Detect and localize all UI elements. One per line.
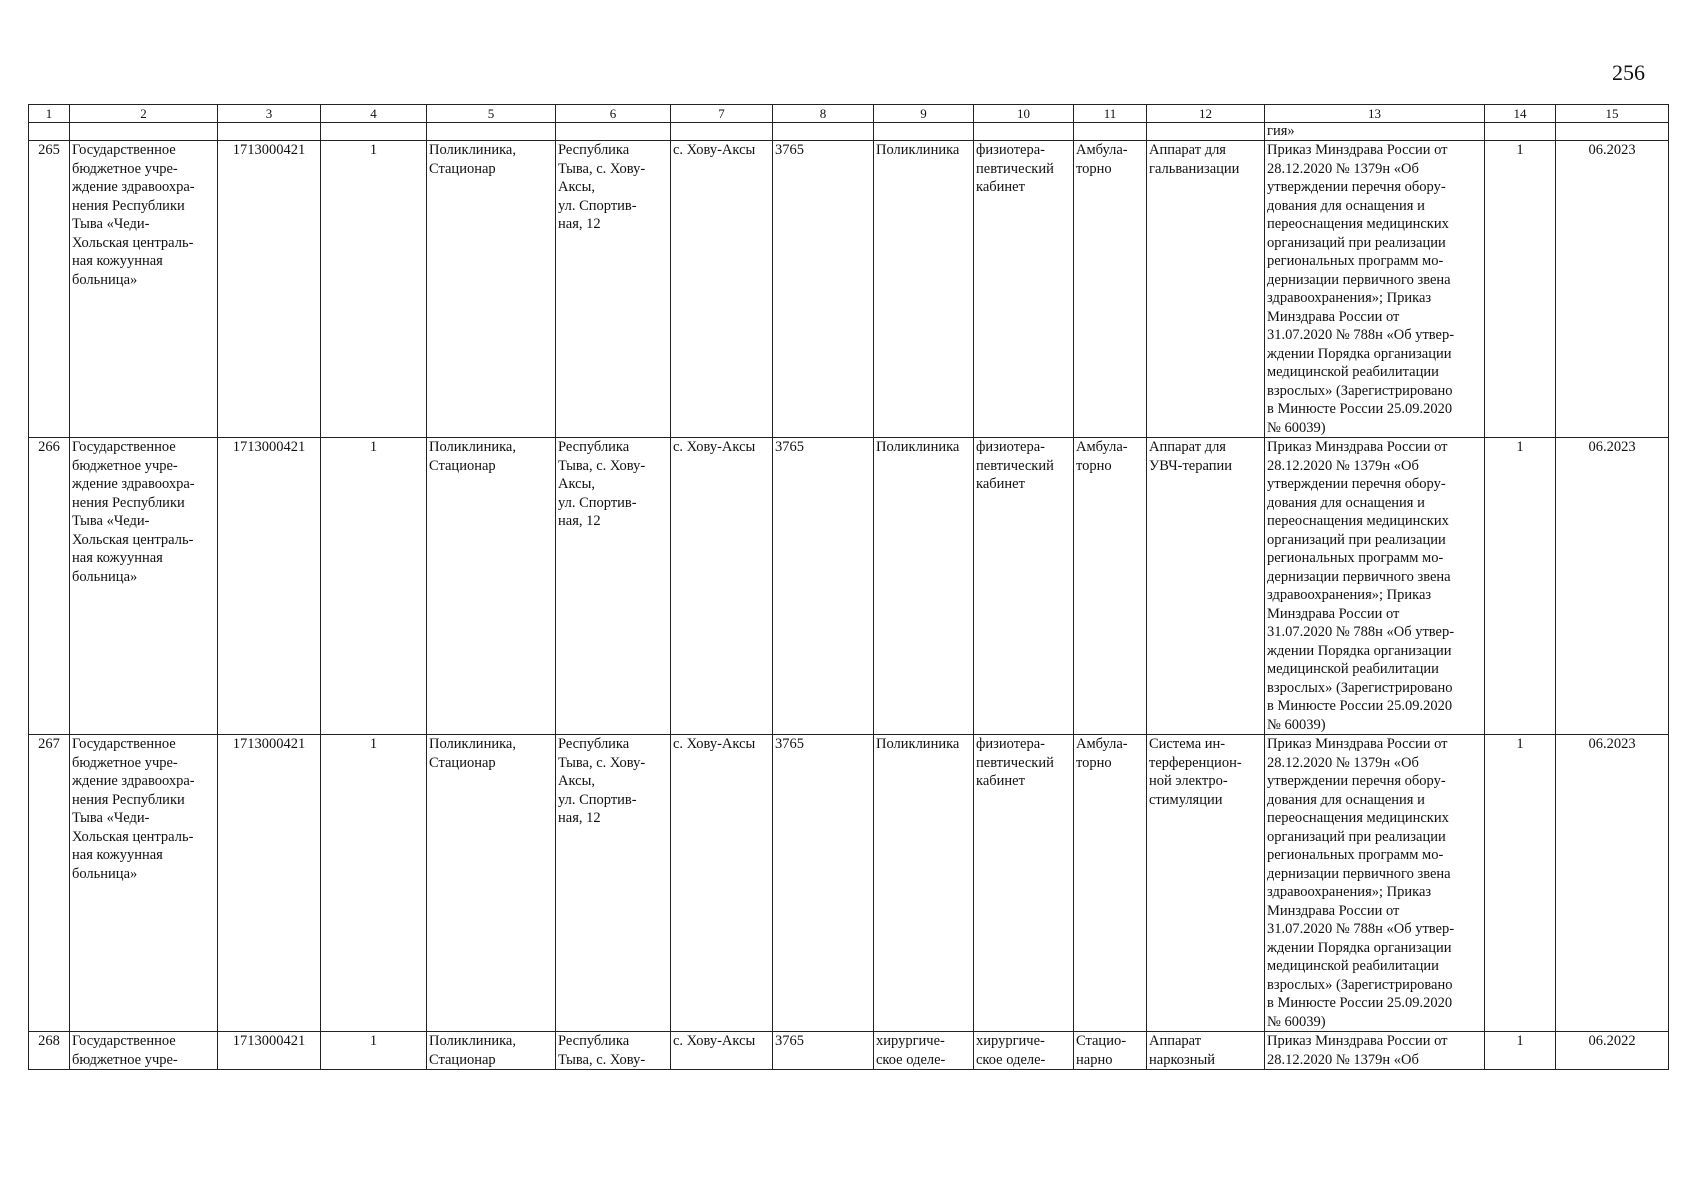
inn: 1713000421 [218, 141, 321, 438]
column-number: 1 [29, 105, 70, 123]
column-number: 15 [1556, 105, 1669, 123]
table-row [29, 141, 1669, 438]
table-row [29, 438, 1669, 735]
quantity: 1 [1485, 141, 1556, 438]
row-number: 266 [29, 438, 70, 735]
settlement: с. Хову-Аксы [671, 438, 773, 735]
table-row [29, 735, 1669, 1032]
equipment-table [28, 104, 1669, 1070]
column-number: 4 [321, 105, 427, 123]
care-mode: Амбула- торно [1074, 438, 1147, 735]
date: 06.2022 [1556, 1032, 1669, 1070]
department: Поликлиника [874, 438, 974, 735]
col-8: 3765 [773, 141, 874, 438]
facility-type: Поликлиника, Стационар [427, 438, 556, 735]
organization-name: Государственное бюджетное учре- ждение здравоохра- нения Республики Тыва «Чеди- Хольская централь- ная кожуунная больница» [70, 141, 218, 438]
address: Республика Тыва, с. Хову- [556, 1032, 671, 1070]
inn: 1713000421 [218, 438, 321, 735]
equipment: Аппарат наркозный [1147, 1032, 1265, 1070]
table-row [29, 1032, 1669, 1070]
address: Республика Тыва, с. Хову- Аксы, ул. Спортив- ная, 12 [556, 438, 671, 735]
page-number: 256 [1612, 60, 1645, 85]
address: Республика Тыва, с. Хову- Аксы, ул. Спортив- ная, 12 [556, 141, 671, 438]
facility-type: Поликлиника, Стационар [427, 735, 556, 1032]
column-number: 8 [773, 105, 874, 123]
row-number: 268 [29, 1032, 70, 1070]
unit: физиотера- певтический кабинет [974, 141, 1074, 438]
department: хирургиче- ское оделе- [874, 1032, 974, 1070]
settlement: с. Хову-Аксы [671, 141, 773, 438]
care-mode: Амбула- торно [1074, 141, 1147, 438]
date: 06.2023 [1556, 141, 1669, 438]
settlement: с. Хову-Аксы [671, 1032, 773, 1070]
unit: физиотера- певтический кабинет [974, 438, 1074, 735]
organization-name: Государственное бюджетное учре- ждение здравоохра- нения Республики Тыва «Чеди- Хольская централь- ная кожуунная больница» [70, 735, 218, 1032]
quantity: 1 [1485, 735, 1556, 1032]
facility-type: Поликлиника, Стационар [427, 141, 556, 438]
col-8: 3765 [773, 438, 874, 735]
column-number: 3 [218, 105, 321, 123]
col-4: 1 [321, 438, 427, 735]
quantity: 1 [1485, 1032, 1556, 1070]
row-number: 265 [29, 141, 70, 438]
regulation: Приказ Минздрава России от 28.12.2020 № 1379н «Об утверждении перечня обору- дования для оснащения и переоснащения медицинских организаций при реализации региональных программ мо- дернизации первичного звена здравоохранения»; Приказ Минздрава России от 31.07.2020 № 788н «Об утвер- ждении Порядка организации медицинской реабилитации взрослых» (Зарегистрировано в Минюсте России 25.09.2020 № 60039) [1265, 438, 1485, 735]
column-number: 6 [556, 105, 671, 123]
regulation: Приказ Минздрава России от 28.12.2020 № 1379н «Об утверждении перечня обору- дования для оснащения и переоснащения медицинских организаций при реализации региональных программ мо- дернизации первичного звена здравоохранения»; Приказ Минздрава России от 31.07.2020 № 788н «Об утвер- ждении Порядка организации медицинской реабилитации взрослых» (Зарегистрировано в Минюсте России 25.09.2020 № 60039) [1265, 735, 1485, 1032]
unit: физиотера- певтический кабинет [974, 735, 1074, 1032]
inn: 1713000421 [218, 1032, 321, 1070]
equipment: Аппарат для УВЧ-терапии [1147, 438, 1265, 735]
quantity: 1 [1485, 438, 1556, 735]
care-mode: Амбула- торно [1074, 735, 1147, 1032]
column-number: 12 [1147, 105, 1265, 123]
row-number: 267 [29, 735, 70, 1032]
date: 06.2023 [1556, 438, 1669, 735]
col-8: 3765 [773, 735, 874, 1032]
address: Республика Тыва, с. Хову- Аксы, ул. Спортив- ная, 12 [556, 735, 671, 1032]
column-number: 10 [974, 105, 1074, 123]
care-mode: Стацио- нарно [1074, 1032, 1147, 1070]
col-4: 1 [321, 141, 427, 438]
column-number: 13 [1265, 105, 1485, 123]
continuation-row [29, 123, 1669, 141]
col-4: 1 [321, 735, 427, 1032]
date: 06.2023 [1556, 735, 1669, 1032]
facility-type: Поликлиника, Стационар [427, 1032, 556, 1070]
equipment: Аппарат для гальванизации [1147, 141, 1265, 438]
column-number: 9 [874, 105, 974, 123]
equipment: Система ин- терференцион- ной электро- стимуляции [1147, 735, 1265, 1032]
col-4: 1 [321, 1032, 427, 1070]
department: Поликлиника [874, 735, 974, 1032]
department: Поликлиника [874, 141, 974, 438]
organization-name: Государственное бюджетное учре- ждение здравоохра- нения Республики Тыва «Чеди- Хольская централь- ная кожуунная больница» [70, 438, 218, 735]
continuation-text: гия» [1265, 123, 1485, 141]
inn: 1713000421 [218, 735, 321, 1032]
column-number: 7 [671, 105, 773, 123]
regulation: Приказ Минздрава России от 28.12.2020 № 1379н «Об [1265, 1032, 1485, 1070]
regulation: Приказ Минздрава России от 28.12.2020 № 1379н «Об утверждении перечня обору- дования для оснащения и переоснащения медицинских организаций при реализации региональных программ мо- дернизации первичного звена здравоохранения»; Приказ Минздрава России от 31.07.2020 № 788н «Об утвер- ждении Порядка организации медицинской реабилитации взрослых» (Зарегистрировано в Минюсте России 25.09.2020 № 60039) [1265, 141, 1485, 438]
column-number: 14 [1485, 105, 1556, 123]
column-number: 11 [1074, 105, 1147, 123]
unit: хирургиче- ское оделе- [974, 1032, 1074, 1070]
settlement: с. Хову-Аксы [671, 735, 773, 1032]
column-number: 5 [427, 105, 556, 123]
column-number: 2 [70, 105, 218, 123]
col-8: 3765 [773, 1032, 874, 1070]
column-number-row [29, 105, 1669, 123]
organization-name: Государственное бюджетное учре- [70, 1032, 218, 1070]
